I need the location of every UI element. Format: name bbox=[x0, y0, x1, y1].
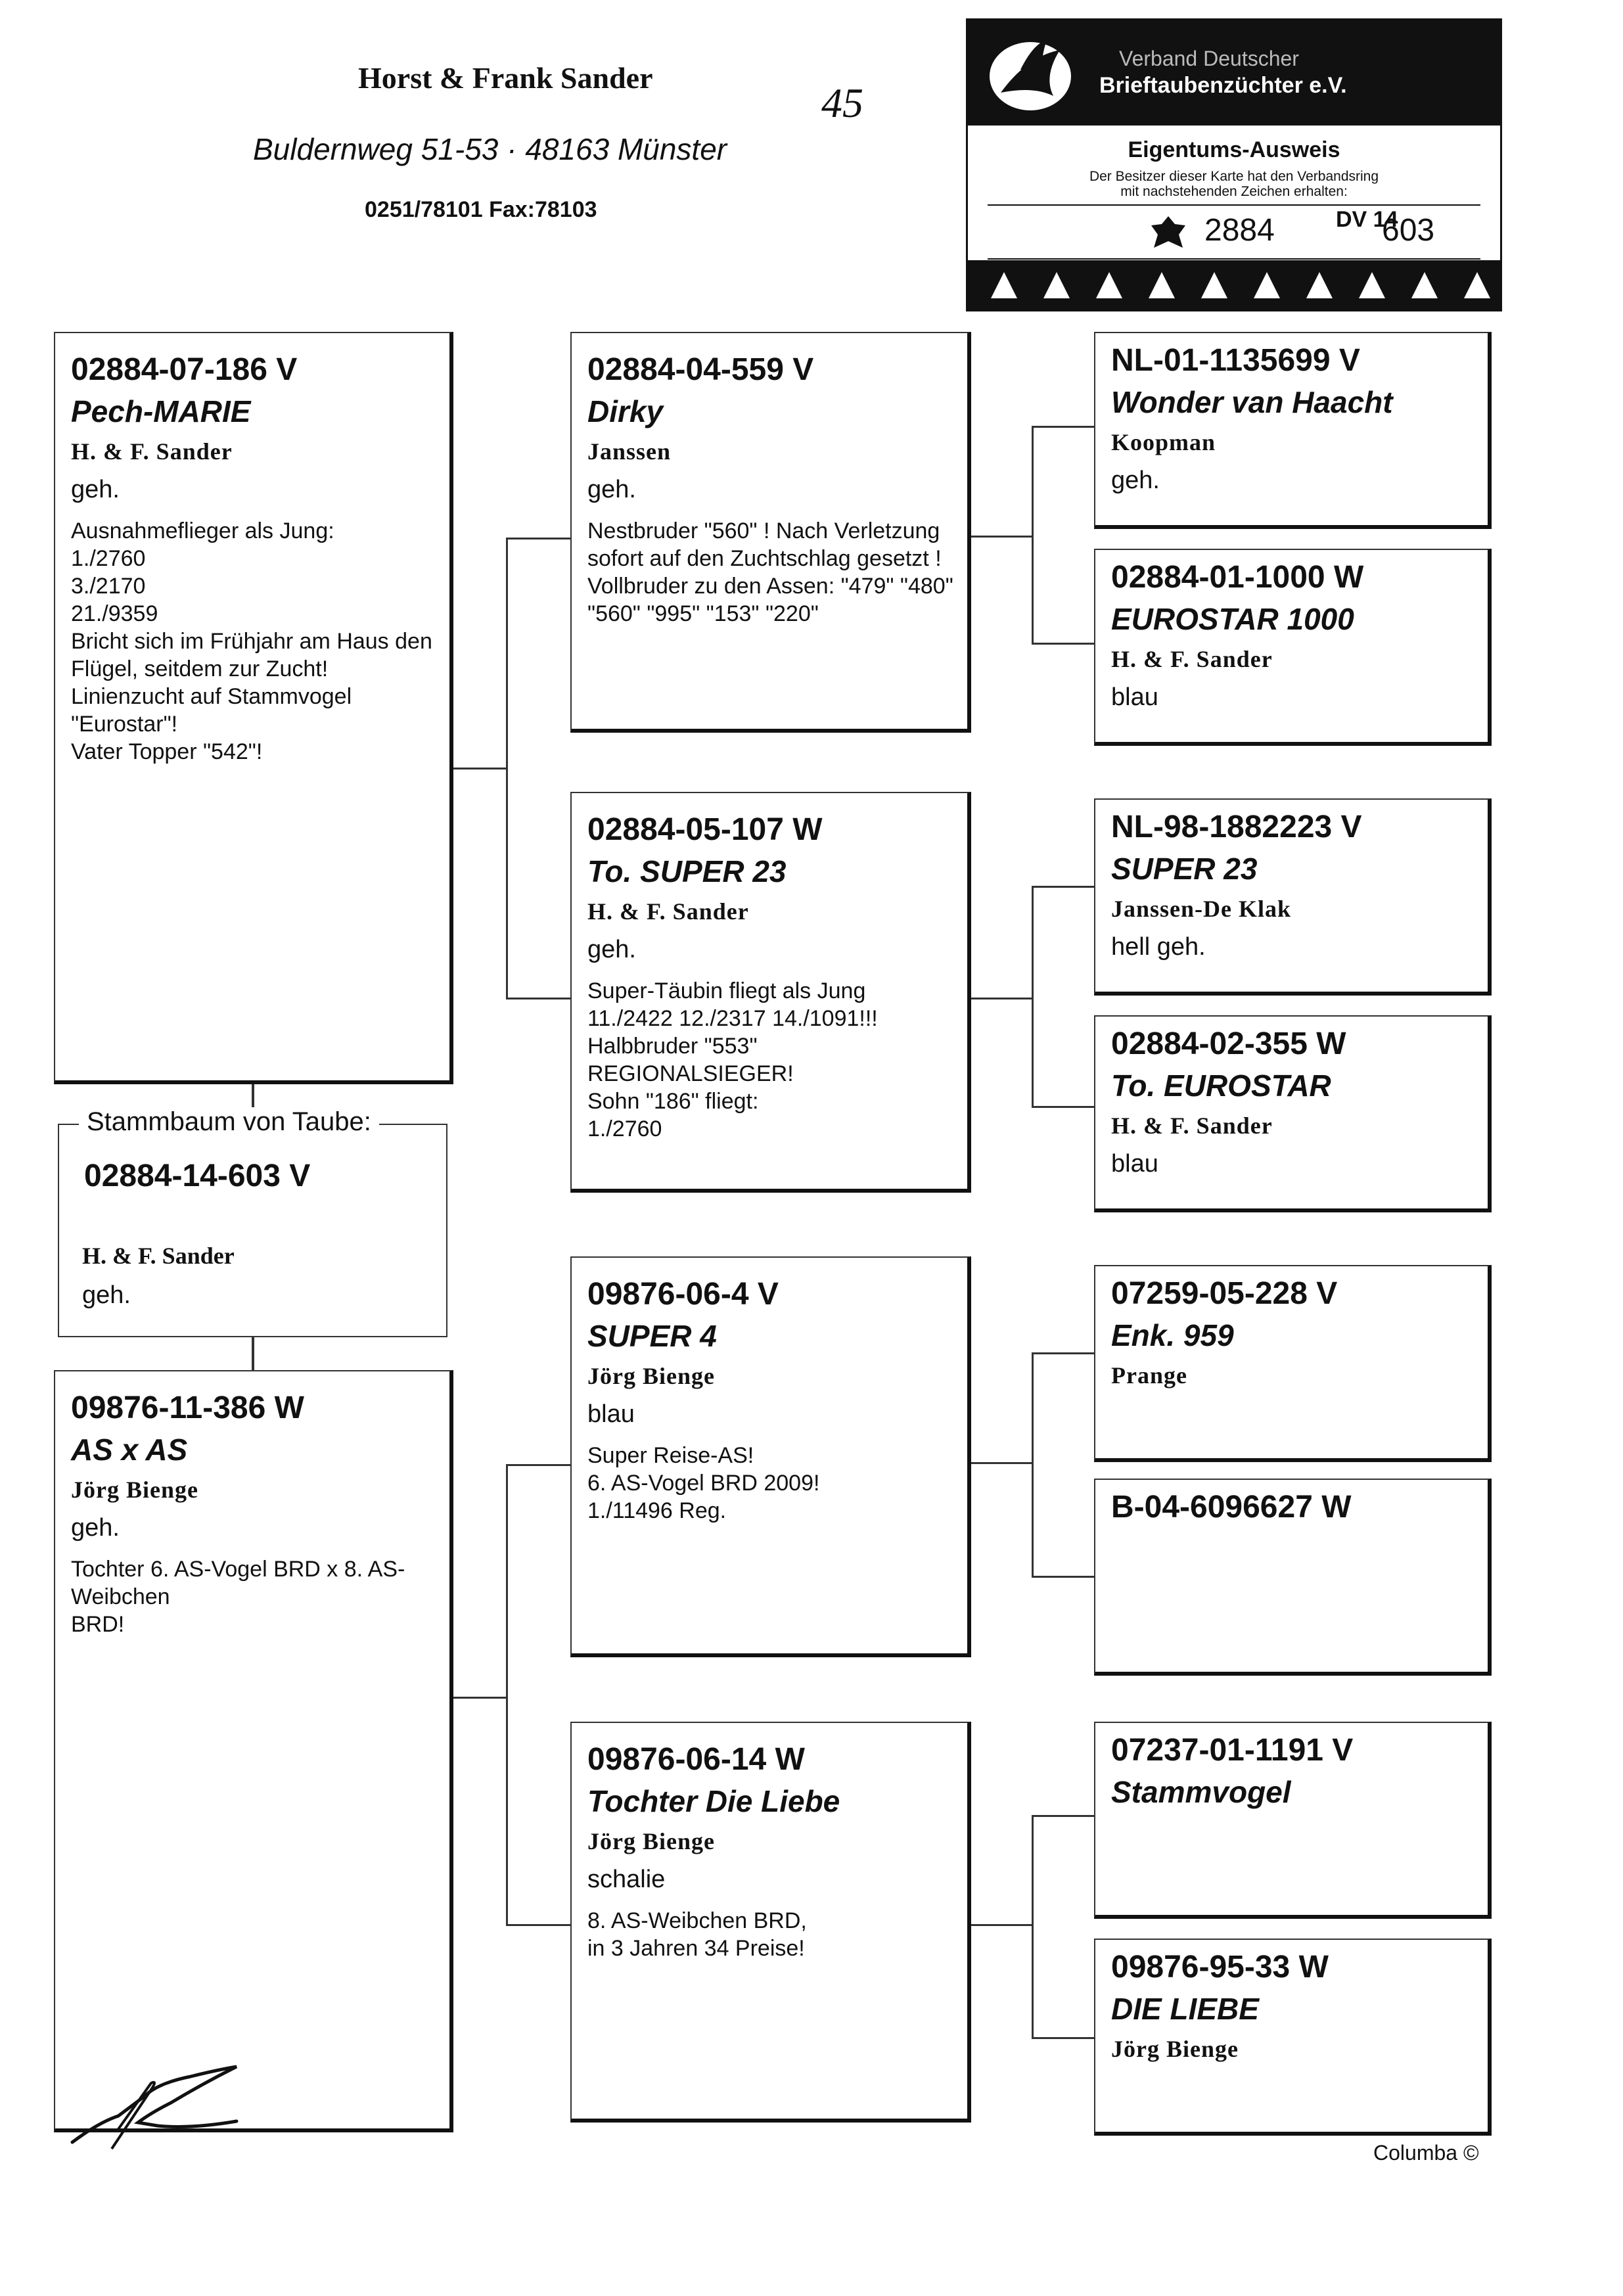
ring-number: 02884-01-1000 W bbox=[1111, 560, 1364, 595]
pigeon-color: geh. bbox=[1111, 467, 1160, 494]
pigeon-name: Pech-MARIE bbox=[71, 394, 251, 428]
pigeon-name: Dirky bbox=[587, 394, 664, 428]
signature-icon bbox=[59, 2044, 269, 2155]
ring-number: NL-01-1135699 V bbox=[1111, 343, 1360, 378]
owner-name: Horst & Frank Sander bbox=[358, 61, 653, 95]
connector-line bbox=[971, 1924, 1032, 1926]
maternal-grandfather-box bbox=[570, 1256, 971, 1657]
pigeon-color: schalie bbox=[587, 1866, 666, 1893]
great-grandparent-box bbox=[1094, 798, 1492, 996]
pigeon-name: AS x AS bbox=[71, 1433, 188, 1467]
ring-number: 02884-07-186 V bbox=[71, 352, 298, 387]
ring-number: B-04-6096627 W bbox=[1111, 1490, 1352, 1525]
subject-ring-number: 02884-14-603 V bbox=[84, 1159, 311, 1193]
connector-line bbox=[1032, 1352, 1034, 1576]
pigeon-name: Enk. 959 bbox=[1111, 1318, 1234, 1352]
card-association: Brieftaubenzüchter e.V. bbox=[1099, 73, 1347, 98]
breeder: Jörg Bienge bbox=[587, 1363, 715, 1389]
great-grandparent-box bbox=[1094, 1265, 1492, 1462]
connector-line bbox=[1032, 2037, 1094, 2039]
subject-label: Stammbaum von Taube: bbox=[79, 1107, 379, 1137]
ring-number: 02884-02-355 W bbox=[1111, 1026, 1346, 1061]
card-description-line2: mit nachstehenden Zeichen erhalten: bbox=[1120, 184, 1348, 199]
breeder: H. & F. Sander bbox=[71, 438, 233, 465]
connector-line bbox=[1032, 1815, 1034, 2037]
breeder: Jörg Bienge bbox=[71, 1477, 198, 1503]
ring-number: 07259-05-228 V bbox=[1111, 1276, 1338, 1311]
connector-line bbox=[1032, 1815, 1094, 1817]
pigeon-name: Wonder van Haacht bbox=[1111, 385, 1393, 419]
subject-breeder: H. & F. Sander bbox=[82, 1243, 235, 1269]
connector-line bbox=[506, 998, 570, 999]
pigeon-name: SUPER 23 bbox=[1111, 852, 1258, 886]
pigeon-name: EUROSTAR 1000 bbox=[1111, 602, 1354, 636]
breeder: Prange bbox=[1111, 1362, 1187, 1389]
pigeon-name: To. EUROSTAR bbox=[1111, 1068, 1331, 1103]
ring-number: NL-98-1882223 V bbox=[1111, 810, 1362, 844]
connector-line bbox=[506, 538, 570, 540]
connector-line bbox=[1032, 1106, 1094, 1108]
copyright-footer: Columba © bbox=[1373, 2141, 1479, 2165]
paternal-grandfather-box bbox=[570, 332, 971, 733]
card-ring-row bbox=[988, 204, 1480, 260]
breeder: Janssen bbox=[587, 438, 672, 465]
pigeon-color: geh. bbox=[587, 936, 636, 963]
pigeon-logo-icon bbox=[981, 30, 1080, 116]
great-grandparent-box bbox=[1094, 549, 1492, 746]
pigeon-notes: Tochter 6. AS-Vogel BRD x 8. AS-Weibchen BRD! bbox=[71, 1557, 405, 1637]
maternal-grandmother-box bbox=[570, 1722, 971, 2123]
great-grandparent-box bbox=[1094, 1939, 1492, 2136]
card-description-line1: Der Besitzer dieser Karte hat den Verbandsring bbox=[1089, 169, 1379, 184]
card-ring-number: 603 bbox=[1382, 213, 1435, 248]
connector-line bbox=[1032, 426, 1034, 643]
breeder: Janssen-De Klak bbox=[1111, 896, 1292, 922]
father-box bbox=[54, 332, 453, 1084]
subject-color: geh. bbox=[82, 1281, 131, 1309]
pigeon-notes: Nestbruder "560" ! Nach Verletzung sofort auf den Zuchtschlag gesetzt ! Vollbruder zu den Assen: "479" "480" "560" "995" "153" "220" bbox=[587, 518, 953, 626]
pigeon-color: blau bbox=[1111, 683, 1158, 711]
pigeon-name: Tochter Die Liebe bbox=[587, 1784, 840, 1818]
ownership-card bbox=[966, 18, 1502, 311]
ring-number: 02884-05-107 W bbox=[587, 812, 823, 847]
connector-line bbox=[1032, 886, 1094, 888]
pigeon-color: geh. bbox=[587, 476, 636, 503]
pigeon-name: To. SUPER 23 bbox=[587, 854, 787, 888]
breeder: H. & F. Sander bbox=[1111, 1113, 1273, 1139]
connector-line bbox=[1032, 886, 1034, 1106]
mother-box bbox=[54, 1370, 453, 2132]
card-description bbox=[968, 169, 1500, 199]
pigeon-notes: Ausnahmeflieger als Jung: 1./2760 3./2170 21./9359 Bricht sich im Frühjahr am Haus den Flügel, seitdem zur Zucht! Linienzucht auf Stammvogel "Eurostar"! Vater Topper "542"! bbox=[71, 518, 432, 764]
breeder: Jörg Bienge bbox=[1111, 2036, 1239, 2062]
ring-number: 07237-01-1191 V bbox=[1111, 1733, 1354, 1768]
connector-line bbox=[1032, 426, 1094, 428]
breeder: H. & F. Sander bbox=[1111, 646, 1273, 672]
card-year: DV 14 bbox=[1336, 207, 1398, 232]
pigeon-name: DIE LIEBE bbox=[1111, 1992, 1259, 2026]
connector-line bbox=[1032, 643, 1094, 645]
pigeon-color: geh. bbox=[71, 476, 120, 503]
card-header-band bbox=[968, 20, 1500, 126]
card-decorative-band bbox=[968, 260, 1500, 310]
connector-line bbox=[1032, 1352, 1094, 1354]
owner-phone-fax: 0251/78101 Fax:78103 bbox=[365, 197, 597, 222]
connector-line bbox=[971, 998, 1032, 999]
connector-line bbox=[1032, 1576, 1094, 1578]
connector-line bbox=[506, 1924, 570, 1926]
page-number: 45 bbox=[821, 80, 863, 126]
pigeon-color: geh. bbox=[71, 1514, 120, 1542]
great-grandparent-box bbox=[1094, 1015, 1492, 1212]
connector-line bbox=[506, 1464, 508, 1924]
connector-line bbox=[506, 1464, 570, 1466]
card-club-number: 2884 bbox=[1204, 213, 1275, 248]
pigeon-notes: 8. AS-Weibchen BRD, in 3 Jahren 34 Preise! bbox=[587, 1908, 807, 1961]
connector-line bbox=[453, 768, 506, 769]
owner-address: Buldernweg 51-53 · 48163 Münster bbox=[253, 132, 727, 166]
connector-line bbox=[971, 536, 1032, 538]
ring-number: 02884-04-559 V bbox=[587, 352, 814, 387]
card-association-top: Verband Deutscher bbox=[1119, 47, 1299, 70]
pigeon-color: hell geh. bbox=[1111, 933, 1206, 961]
breeder: Jörg Bienge bbox=[587, 1828, 715, 1854]
pigeon-notes: Super Reise-AS! 6. AS-Vogel BRD 2009! 1./11496 Reg. bbox=[587, 1443, 820, 1523]
great-grandparent-box bbox=[1094, 1479, 1492, 1676]
paternal-grandmother-box bbox=[570, 792, 971, 1193]
card-pattern-icon bbox=[978, 265, 1490, 305]
pigeon-name: SUPER 4 bbox=[587, 1319, 717, 1353]
pigeon-color: blau bbox=[587, 1400, 635, 1428]
connector-line bbox=[971, 1462, 1032, 1464]
great-grandparent-box bbox=[1094, 332, 1492, 529]
ring-number: 09876-06-14 W bbox=[587, 1742, 805, 1777]
pigeon-name: Stammvogel bbox=[1111, 1775, 1291, 1809]
ring-number: 09876-11-386 W bbox=[71, 1390, 304, 1425]
ring-number: 09876-06-4 V bbox=[587, 1277, 779, 1312]
connector-line bbox=[506, 538, 508, 998]
connector-line bbox=[252, 1334, 254, 1373]
card-title: Eigentums-Ausweis bbox=[1128, 137, 1340, 162]
pigeon-notes: Super-Täubin fliegt als Jung 11./2422 12./2317 14./1091!!! Halbbruder "553" REGIONALSIEGER! Sohn "186" fliegt: 1./2760 bbox=[587, 978, 878, 1141]
breeder: Koopman bbox=[1111, 429, 1216, 455]
ring-number: 09876-95-33 W bbox=[1111, 1950, 1329, 1985]
great-grandparent-box bbox=[1094, 1722, 1492, 1919]
federation-emblem-icon bbox=[1149, 215, 1188, 250]
breeder: H. & F. Sander bbox=[587, 898, 749, 925]
pigeon-color: blau bbox=[1111, 1150, 1158, 1178]
connector-line bbox=[453, 1697, 506, 1699]
